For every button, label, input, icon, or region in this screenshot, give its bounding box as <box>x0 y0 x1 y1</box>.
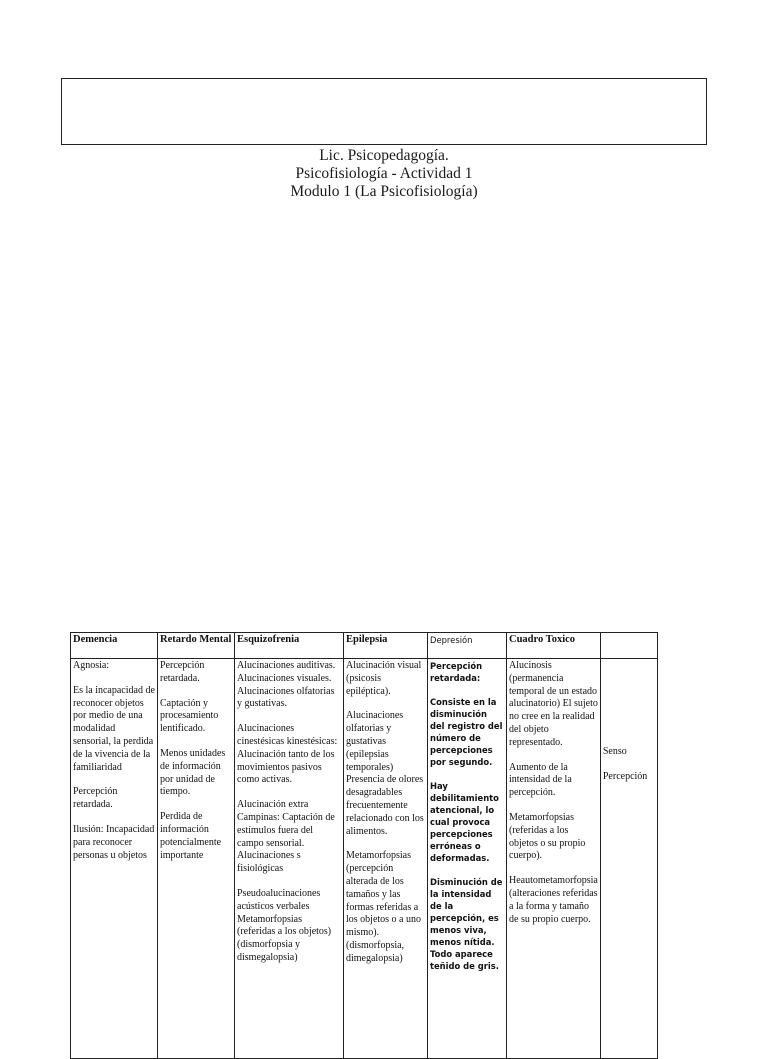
cell-text: Alucinaciones auditivas. <box>237 660 336 671</box>
title-line-3: Modulo 1 (La Psicofisiología) <box>290 183 478 200</box>
col-header-demencia: Demencia <box>71 633 158 659</box>
cell-text: Percepción retardada. <box>160 660 205 684</box>
col-header-retardo-mental: Retardo Mental <box>158 633 235 659</box>
cell-text: Percepción retardada: <box>430 661 483 683</box>
table-header-row <box>71 633 658 659</box>
col-header-esquizofrenia: Esquizofrenia <box>235 633 344 659</box>
comparison-table <box>70 632 658 1059</box>
cell-text: Metamorfopsias (referidas a los objetos) (dismorfopsia y dismegalopsia) <box>237 913 332 963</box>
cell-text: Presencia de olores desagradables frecuentemente relacionado con los alimentos. <box>346 774 424 837</box>
cell-esquizofrenia <box>235 659 344 1059</box>
cell-text: Alucinaciones s fisiológicas <box>237 850 301 875</box>
table-row <box>71 659 658 1059</box>
cell-text: Es la incapacidad de reconocer objetos por medio de una modalidad sensorial, la perdida de la vivencia de la familiaridad <box>73 684 155 773</box>
side-label-senso: Senso <box>602 746 627 757</box>
cell-text: Ilusión: Incapacidad para reconocer personas u objetos <box>73 823 155 861</box>
cell-text: Percepción retardada. <box>73 786 118 811</box>
spacer <box>603 660 655 746</box>
cell-text: Metamorfopsias (referidas a los objetos o su propio cuerpo). <box>509 811 586 862</box>
cell-text: Hay debilitamiento atencional, lo cual provoca percepciones erróneas o deformadas. <box>430 781 499 863</box>
col-header-epilepsia: Epilepsia <box>344 633 428 659</box>
cell-text: Metamorfopsias (percepción alterada de los tamaños y las formas referidas a los objetos o a uno mismo). (dismorfopsia, dimegalopsia) <box>346 850 421 964</box>
cell-text: Alucinaciones olfatorias y gustativas (epilepsias temporales) <box>346 710 404 773</box>
cell-text: Disminución de la intensidad de la percepción, es menos viva, menos nítida. Todo aparece teñido de gris. <box>430 877 503 971</box>
cell-depresion <box>428 659 507 1059</box>
cell-demencia <box>71 659 158 1059</box>
cell-text: Perdida de información potencialmente importante <box>160 811 222 861</box>
cell-text: Menos unidades de información por unidad de tiempo. <box>160 747 226 798</box>
cell-text: Agnosia: <box>73 660 110 671</box>
cell-cuadro-toxico <box>507 659 601 1059</box>
header-box <box>61 78 707 145</box>
document-title-block <box>0 147 768 201</box>
cell-side-label <box>600 659 657 1059</box>
cell-text: Captación y procesamiento lentificado. <box>160 697 219 735</box>
cell-text: Heautometamorfopsia (alteraciones referidas a la forma y tamaño de su propio cuerpo. <box>509 875 598 925</box>
cell-text: Alucinaciones visuales. <box>237 672 332 684</box>
side-label-percepcion: Percepción <box>602 770 648 782</box>
cell-epilepsia <box>344 659 428 1059</box>
cell-text: Alucinaciones olfatorias y gustativas. <box>237 685 335 710</box>
cell-text: Aumento de la intensidad de la percepción. <box>509 761 572 799</box>
cell-text: Alucinación tanto de los movimientos pasivos como activas. <box>237 748 335 786</box>
cell-text: Alucinaciones cinestésicas kinestésicas: <box>237 723 338 747</box>
title-line-1: Lic. Psicopedagogía. <box>319 147 449 164</box>
cell-text: Alucinación extra Campinas: Captación de estímulos fuera del campo sensorial. <box>237 799 335 849</box>
col-header-cuadro-toxico: Cuadro Toxico <box>507 633 601 659</box>
title-line-2: Psicofisiología - Actividad 1 <box>295 165 473 182</box>
cell-text: Alucinosis (permanencia temporal de un estado alucinatorio) El sujeto no cree en la realidad del objeto representado. <box>509 660 598 748</box>
cell-text: Pseudoalucinaciones acústicos verbales <box>237 887 321 912</box>
cell-retardo-mental <box>158 659 235 1059</box>
col-header-depresion: Depresión <box>428 633 507 659</box>
cell-text: Consiste en la disminución del registro del número de percepciones por segundo. <box>430 697 503 767</box>
cell-text: Alucinación visual (psicosis epiléptica). <box>346 660 422 697</box>
col-header-empty <box>600 633 657 659</box>
